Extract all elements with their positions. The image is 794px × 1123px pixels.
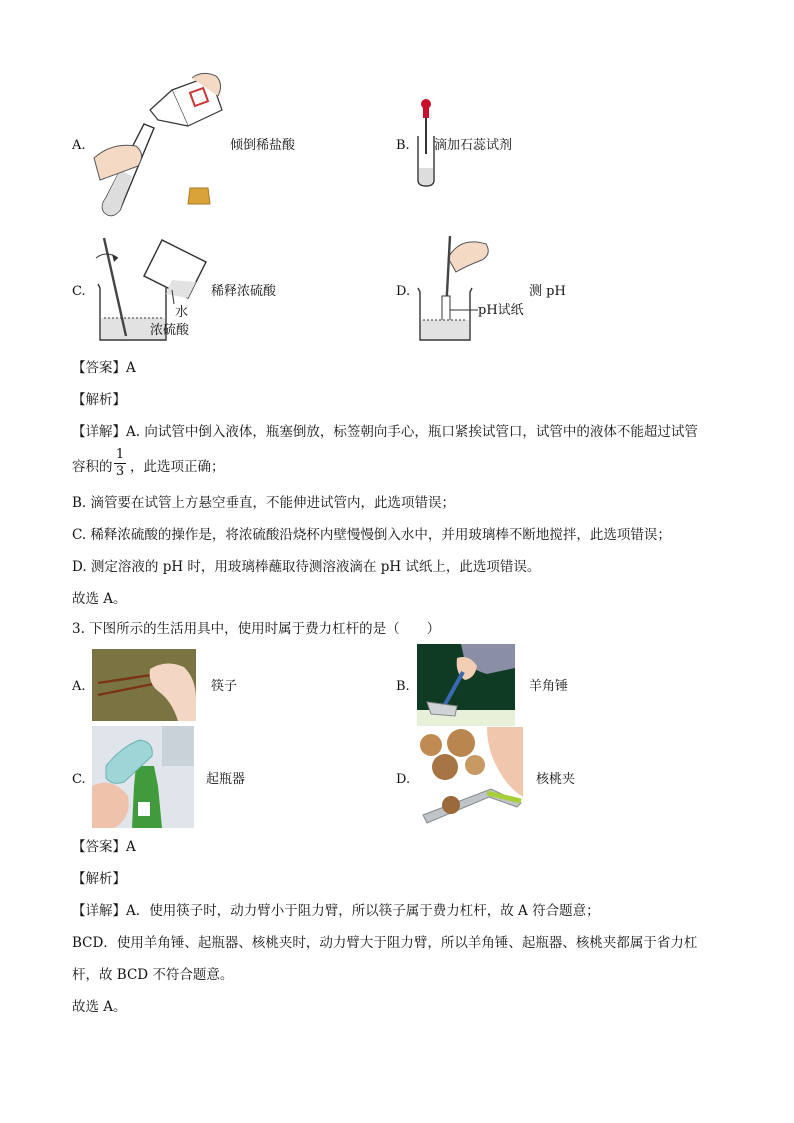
chopsticks-icon — [92, 649, 196, 721]
q3-option-a-letter: A. — [72, 679, 86, 694]
answer-value: A — [126, 360, 136, 376]
claw-hammer-photo — [417, 644, 515, 726]
fraction-one-third — [114, 448, 126, 479]
ph-test-illustration — [416, 232, 492, 344]
conclusion: 故选 A。 — [72, 591, 127, 607]
detail-line-d: D. 测定溶液的 pH 时，用玻璃棒蘸取待测溶液滴在 pH 试纸上，此选项错误。 — [72, 559, 541, 575]
option-c-letter: C. — [72, 284, 86, 299]
fraction-numerator: 1 — [115, 447, 125, 462]
bottle-opener-photo — [92, 726, 194, 828]
nutcracker-icon — [417, 727, 523, 825]
q3-analysis-tag: 【解析】 — [72, 871, 126, 887]
q3-option-b-letter: B. — [396, 679, 410, 694]
q3-answer-tag: 【答案】 — [72, 839, 126, 855]
beaker-ph-paper-icon — [416, 232, 492, 344]
q3-option-b-label: 羊角锤 — [529, 679, 569, 694]
detail-tag: 【详解】 — [72, 424, 126, 440]
option-a-label: 倾倒稀盐酸 — [230, 138, 296, 153]
q3-detail-line-2: BCD．使用羊角锤、起瓶器、核桃夹时，动力臂大于阻力臂，所以羊角锤、起瓶器、核桃夹都属于省力杠 — [72, 935, 698, 951]
q3-option-a-label: 筷子 — [211, 679, 238, 694]
chopsticks-photo — [92, 649, 196, 721]
q3-detail-line-3: 杆，故 BCD 不符合题意。 — [72, 967, 234, 983]
question-3-stem: 3. 下图所示的生活用具中，使用时属于费力杠杆的是（ ） — [72, 621, 441, 637]
detail-line-2-pre: 容积的 — [72, 459, 113, 475]
fraction-denominator: 3 — [115, 464, 125, 479]
detail-line-c: C. 稀释浓硫酸的操作是，将浓硫酸沿烧杯内壁慢慢倒入水中，并用玻璃棒不断地搅拌，此选项错误； — [72, 527, 671, 543]
option-c-label: 稀释浓硫酸 — [211, 284, 277, 299]
option-d-letter: D. — [396, 284, 411, 299]
concentrated-acid-label: 浓硫酸 — [150, 323, 190, 338]
bottle-opener-icon — [92, 726, 194, 828]
water-label: 水 — [175, 305, 189, 320]
nutcracker-photo — [417, 727, 523, 825]
option-a-letter: A. — [72, 138, 86, 153]
detail-line-2-post: ，此选项正确； — [130, 459, 225, 475]
q3-conclusion: 故选 A。 — [72, 999, 127, 1015]
q3-answer-value: A — [126, 839, 136, 855]
detail-line-1: A. 向试管中倒入液体，瓶塞倒放，标签朝向手心，瓶口紧挨试管口，试管中的液体不能超过试管 — [126, 424, 698, 440]
q3-detail-tag: 【详解】 — [72, 903, 126, 919]
detail-line-b: B. 滴管要在试管上方悬空垂直，不能伸进试管内，此选项错误； — [72, 495, 456, 511]
claw-hammer-icon — [417, 644, 515, 726]
analysis-tag: 【解析】 — [72, 392, 126, 408]
option-d-label: 测 pH — [529, 284, 566, 299]
q3-option-c-letter: C. — [72, 772, 86, 787]
q3-option-d-letter: D. — [396, 772, 411, 787]
pouring-acid-illustration — [92, 70, 232, 220]
ph-paper-label: pH试纸 — [478, 303, 524, 318]
q3-option-c-label: 起瓶器 — [206, 772, 246, 787]
answer-tag: 【答案】 — [72, 360, 126, 376]
option-b-letter: B. — [396, 138, 410, 153]
q3-option-d-label: 核桃夹 — [536, 772, 576, 787]
option-b-label: 滴加石蕊试剂 — [434, 138, 513, 153]
pouring-test-tube-icon — [92, 70, 232, 220]
q3-detail-line-1: A．使用筷子时，动力臂小于阻力臂，所以筷子属于费力杠杆，故 A 符合题意； — [126, 903, 600, 919]
